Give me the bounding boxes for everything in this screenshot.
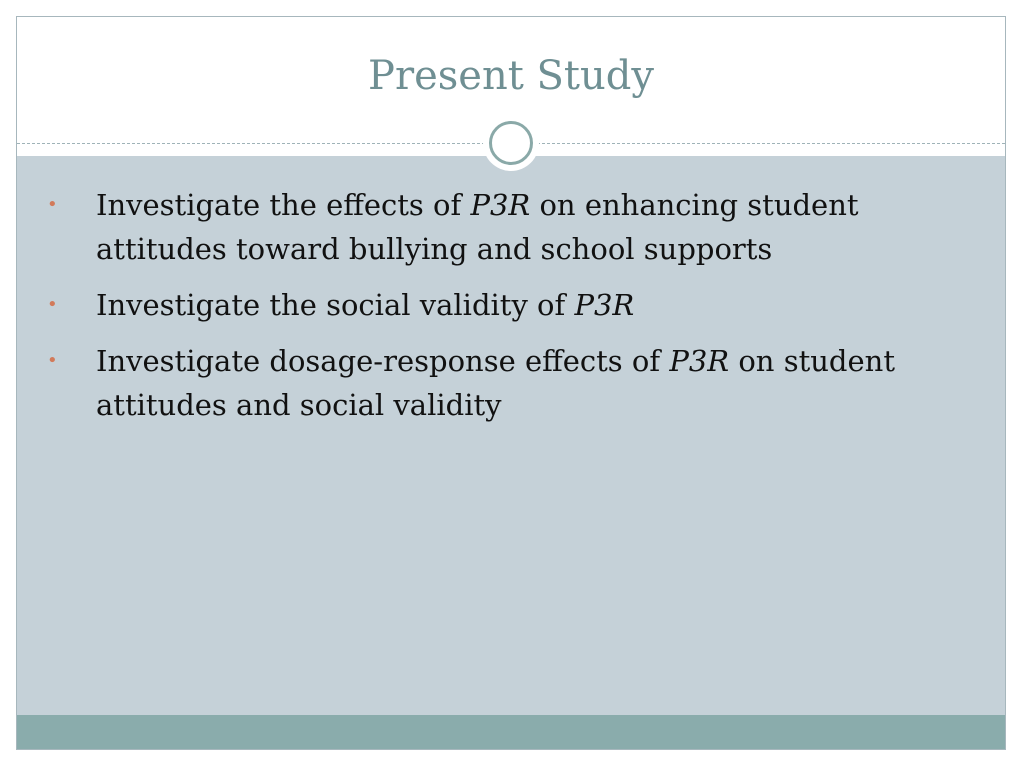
circle-ornament-ring — [489, 121, 533, 165]
bullet-dot-icon: • — [47, 350, 58, 371]
bullet-text: Investigate the social validity of — [96, 288, 575, 322]
bullet-dot-icon: • — [47, 194, 58, 215]
bullet-text-emphasis: P3R — [470, 188, 531, 222]
bullet-item — [17, 283, 1005, 327]
bullet-item — [17, 183, 1005, 271]
circle-ornament-icon — [483, 115, 539, 171]
bullet-text: Investigate dosage-response effects of — [96, 344, 670, 378]
footer-bar — [17, 715, 1005, 750]
bullet-text-emphasis: P3R — [669, 344, 730, 378]
bullet-text-emphasis: P3R — [574, 288, 635, 322]
slide-title: Present Study — [368, 53, 654, 99]
bullet-text: on enhancing student attitudes toward bullying and school supports — [96, 188, 859, 266]
slide — [16, 16, 1006, 750]
bullet-dot-icon: • — [47, 294, 58, 315]
bullet-item — [17, 339, 1005, 427]
bullet-text: Investigate the effects of — [96, 188, 471, 222]
bullet-list — [17, 183, 1005, 439]
bullet-text: on student attitudes and social validity — [96, 344, 895, 422]
